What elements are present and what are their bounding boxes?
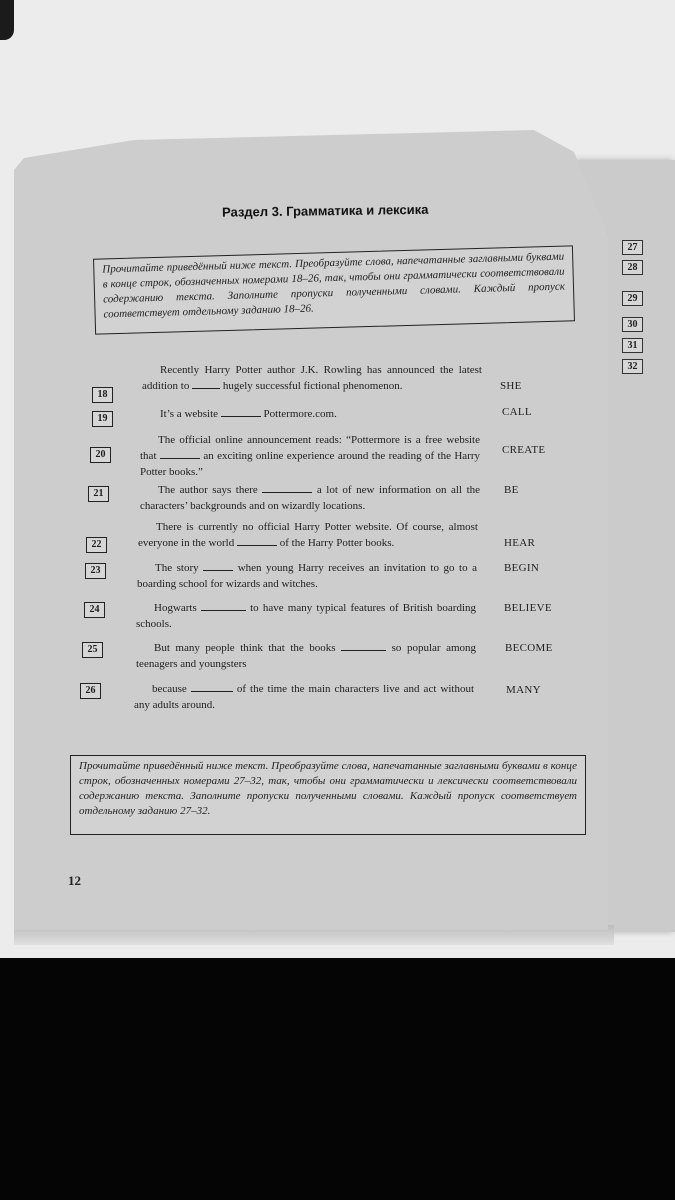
answer-blank[interactable] [192,378,220,389]
item-number-badge: 25 [82,642,103,658]
item-text: The author says there a lot of new information on all the characters’ backgrounds and on wizardly locations. [140,484,481,512]
answer-blank[interactable] [203,560,233,571]
answer-blank[interactable] [191,681,233,692]
keyword: MANY [506,684,541,696]
item-text: The official online announcement reads: “Pottermore is a free website that an exciting online experience around the reading of the Harry Potter books.” [140,434,481,478]
keyword: SHE [500,380,522,392]
answer-blank[interactable] [341,640,386,651]
answer-blank[interactable] [160,448,200,459]
item-number-badge: 26 [80,683,101,699]
item-number-badge: 24 [84,602,105,618]
item-text: There is currently no official Harry Potter website. Of course, almost everyone in the world of the Harry Potter books. [138,521,478,549]
keyword: CALL [502,406,532,418]
keyword: HEAR [504,537,536,549]
corner-object [0,0,14,40]
item-number-badge: 18 [92,387,113,403]
item-number-badge: 21 [88,486,109,502]
item-text: But many people think that the books so popular among teenagers and youngsters [136,642,477,670]
keyword: BE [504,484,519,496]
item-number-badge: 23 [85,563,106,579]
item-text: It’s a website Pottermore.com. [160,408,337,420]
item-number-badge: 19 [92,411,113,427]
section-title: Раздел 3. Грамматика и лексика [221,201,429,220]
item-text: The story when young Harry receives an invitation to go to a boarding school for wizards and witches. [137,562,477,590]
next-page-number: 29 [622,291,643,306]
item-number-badge: 22 [86,537,107,553]
instructions-bottom: Прочитайте приведённый ниже текст. Преобразуйте слова, напечатанные заглавными буквами в конце строк, обозначенных номерами 27–32, так, чтобы они грамматически и лексически соответствовали содержанию текста. Заполните пропуски полученными словами. Каждый пропуск соответствует отдельному заданию 27–32. [70,755,586,835]
item-number-badge: 20 [90,447,111,463]
answer-blank[interactable] [262,482,312,493]
next-page-number: 31 [622,338,643,353]
keyword: BECOME [505,642,553,654]
answer-blank[interactable] [237,535,277,546]
item-text: Hogwarts to have many typical features of British boarding schools. [136,602,477,630]
instructions-top: Прочитайте приведённый ниже текст. Преобразуйте слова, напечатанные заглавными буквами в конце строк, обозначенных номерами 18–26, так, чтобы они грамматически соответствовали содержанию текста. Заполните пропуски полученными словами. Каждый пропуск соответствует отдельному заданию 18–26. [93,245,575,334]
dark-surface [0,958,675,1200]
keyword: BELIEVE [504,602,552,614]
next-page-number: 30 [622,317,643,332]
page-number: 12 [68,873,81,888]
next-page-number: 28 [622,260,643,275]
keyword: CREATE [502,444,546,456]
answer-blank[interactable] [201,600,246,611]
answer-blank[interactable] [221,406,261,417]
next-page-number: 27 [622,240,643,255]
item-text: because of the time the main characters live and act without any adults around. [134,683,475,711]
keyword: BEGIN [504,562,540,574]
item-text: Recently Harry Potter author J.K. Rowling has announced the latest addition to hugely successful fictional phenomenon. [142,364,482,392]
next-page-number: 32 [622,359,643,374]
